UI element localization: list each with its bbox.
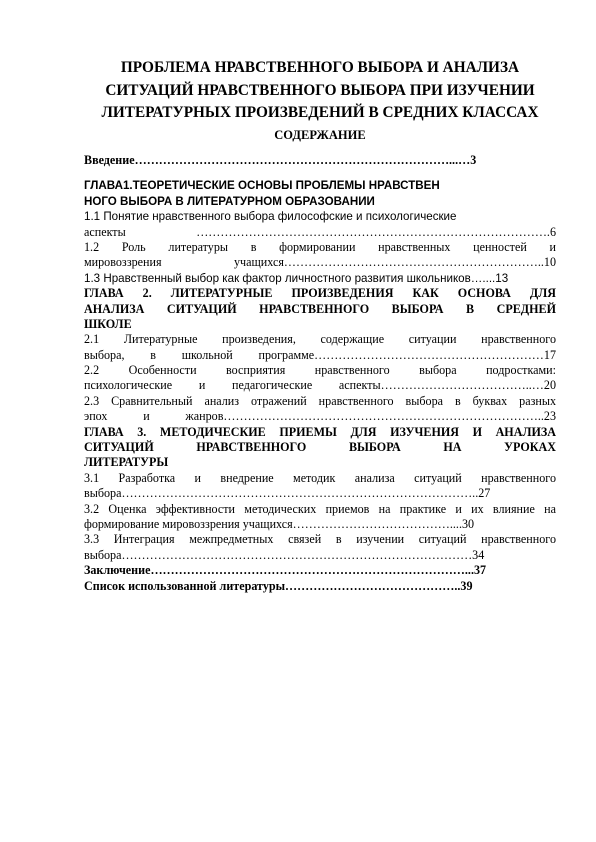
toc-section-3-1[interactable] bbox=[84, 471, 556, 502]
toc-entry-introduction[interactable] bbox=[84, 153, 556, 168]
toc-line: 1.3 Нравственный выбор как фактор личностного развития школьников…....13 bbox=[84, 271, 509, 285]
toc-line: НОГО ВЫБОРА В ЛИТЕРАТУРНОМ ОБРАЗОВАНИИ bbox=[84, 194, 375, 208]
toc-line: выбора……………………………………………………………………………34 bbox=[84, 547, 485, 562]
toc-line: выбора, в школьной программе…………………………………………………17 bbox=[84, 347, 556, 362]
toc-line: ГЛАВА 2. ЛИТЕРАТУРНЫЕ ПРОИЗВЕДЕНИЯ КАК ОСНОВА ДЛЯ bbox=[84, 286, 556, 301]
toc-line: Заключение……………………………………………………………………...37 bbox=[84, 563, 487, 578]
toc-line: СИТУАЦИЙ НРАВСТВЕННОГО ВЫБОРА НА УРОКАХ bbox=[84, 440, 556, 455]
toc-section-3-2[interactable] bbox=[84, 502, 556, 533]
title-line: СИТУАЦИЙ НРАВСТВЕННОГО ВЫБОРА ПРИ ИЗУЧЕНИИ bbox=[105, 81, 535, 99]
toc-section-3-3[interactable] bbox=[84, 532, 556, 563]
toc-line: 2.3 Сравнительный анализ отражений нравственного выбора в буквах разных bbox=[84, 393, 556, 408]
toc-section-1-3[interactable] bbox=[84, 271, 556, 286]
table-of-contents bbox=[84, 153, 556, 594]
toc-chapter-1-heading[interactable] bbox=[84, 178, 556, 209]
toc-line: Введение……………………………………………………………………...…3 bbox=[84, 153, 477, 167]
toc-line: АНАЛИЗА СИТУАЦИЙ НРАВСТВЕННОГО ВЫБОРА В СРЕДНЕЙ bbox=[84, 301, 556, 316]
toc-line: 3.2 Оценка эффективности методических приемов на практике и их влияние на bbox=[84, 501, 556, 516]
toc-line: выбора……………………………………………………………………………..27 bbox=[84, 486, 491, 501]
toc-section-1-1-cont[interactable] bbox=[84, 225, 556, 240]
toc-entry-references[interactable] bbox=[84, 579, 556, 594]
title-line: ПРОБЛЕМА НРАВСТВЕННОГО ВЫБОРА И АНАЛИЗА bbox=[120, 59, 520, 76]
toc-line: 2.1 Литературные произведения, содержащие ситуации нравственного bbox=[84, 332, 556, 347]
toc-line: психологические и педагогические аспекты………………………………..…20 bbox=[84, 378, 556, 393]
toc-line: 1.1 Понятие нравственного выбора философские и психологические bbox=[84, 210, 457, 224]
document-title bbox=[84, 57, 556, 125]
toc-line: 2.2 Особенности восприятия нравственного выбора подростками: bbox=[84, 363, 556, 378]
toc-chapter-3-heading[interactable] bbox=[84, 425, 556, 471]
toc-line: ЛИТЕРАТУРЫ bbox=[84, 455, 169, 470]
toc-line: 3.3 Интеграция межпредметных связей в изучении ситуаций нравственного bbox=[84, 532, 556, 547]
toc-line: 1.2 Роль литературы в формировании нравственных ценностей и bbox=[84, 239, 556, 254]
toc-entry-conclusion[interactable] bbox=[84, 563, 556, 578]
toc-line: 3.1 Разработка и внедрение методик анализа ситуаций нравственного bbox=[84, 470, 556, 485]
toc-line: формирование мировоззрения учащихся…………………………………....30 bbox=[84, 516, 475, 531]
toc-section-2-1[interactable] bbox=[84, 332, 556, 363]
toc-line: ГЛАВА1.ТЕОРЕТИЧЕСКИЕ ОСНОВЫ ПРОБЛЕМЫ НРАВСТВЕН bbox=[84, 179, 440, 193]
toc-line: мировоззрения учащихся………………………………………………………..10 bbox=[84, 255, 556, 270]
toc-line: Список использованной литературы……………………………………..39 bbox=[84, 578, 473, 593]
toc-line: ГЛАВА 3. МЕТОДИЧЕСКИЕ ПРИЕМЫ ДЛЯ ИЗУЧЕНИЯ И АНАЛИЗА bbox=[84, 424, 556, 439]
toc-section-2-3[interactable] bbox=[84, 394, 556, 425]
toc-line: аспекты …………………………………………………………………………….6 bbox=[84, 224, 556, 239]
toc-section-1-2[interactable] bbox=[84, 240, 556, 271]
toc-chapter-2-heading[interactable] bbox=[84, 286, 556, 332]
title-line: ЛИТЕРАТУРНЫХ ПРОИЗВЕДЕНИЙ В СРЕДНИХ КЛАССАХ bbox=[101, 104, 539, 121]
toc-line: эпох и жанров……………………………………………………………………..23 bbox=[84, 409, 556, 424]
toc-section-1-1[interactable] bbox=[84, 209, 556, 224]
toc-section-2-2[interactable] bbox=[84, 363, 556, 394]
toc-line: ШКОЛЕ bbox=[84, 316, 132, 331]
contents-heading: СОДЕРЖАНИЕ bbox=[274, 128, 366, 142]
